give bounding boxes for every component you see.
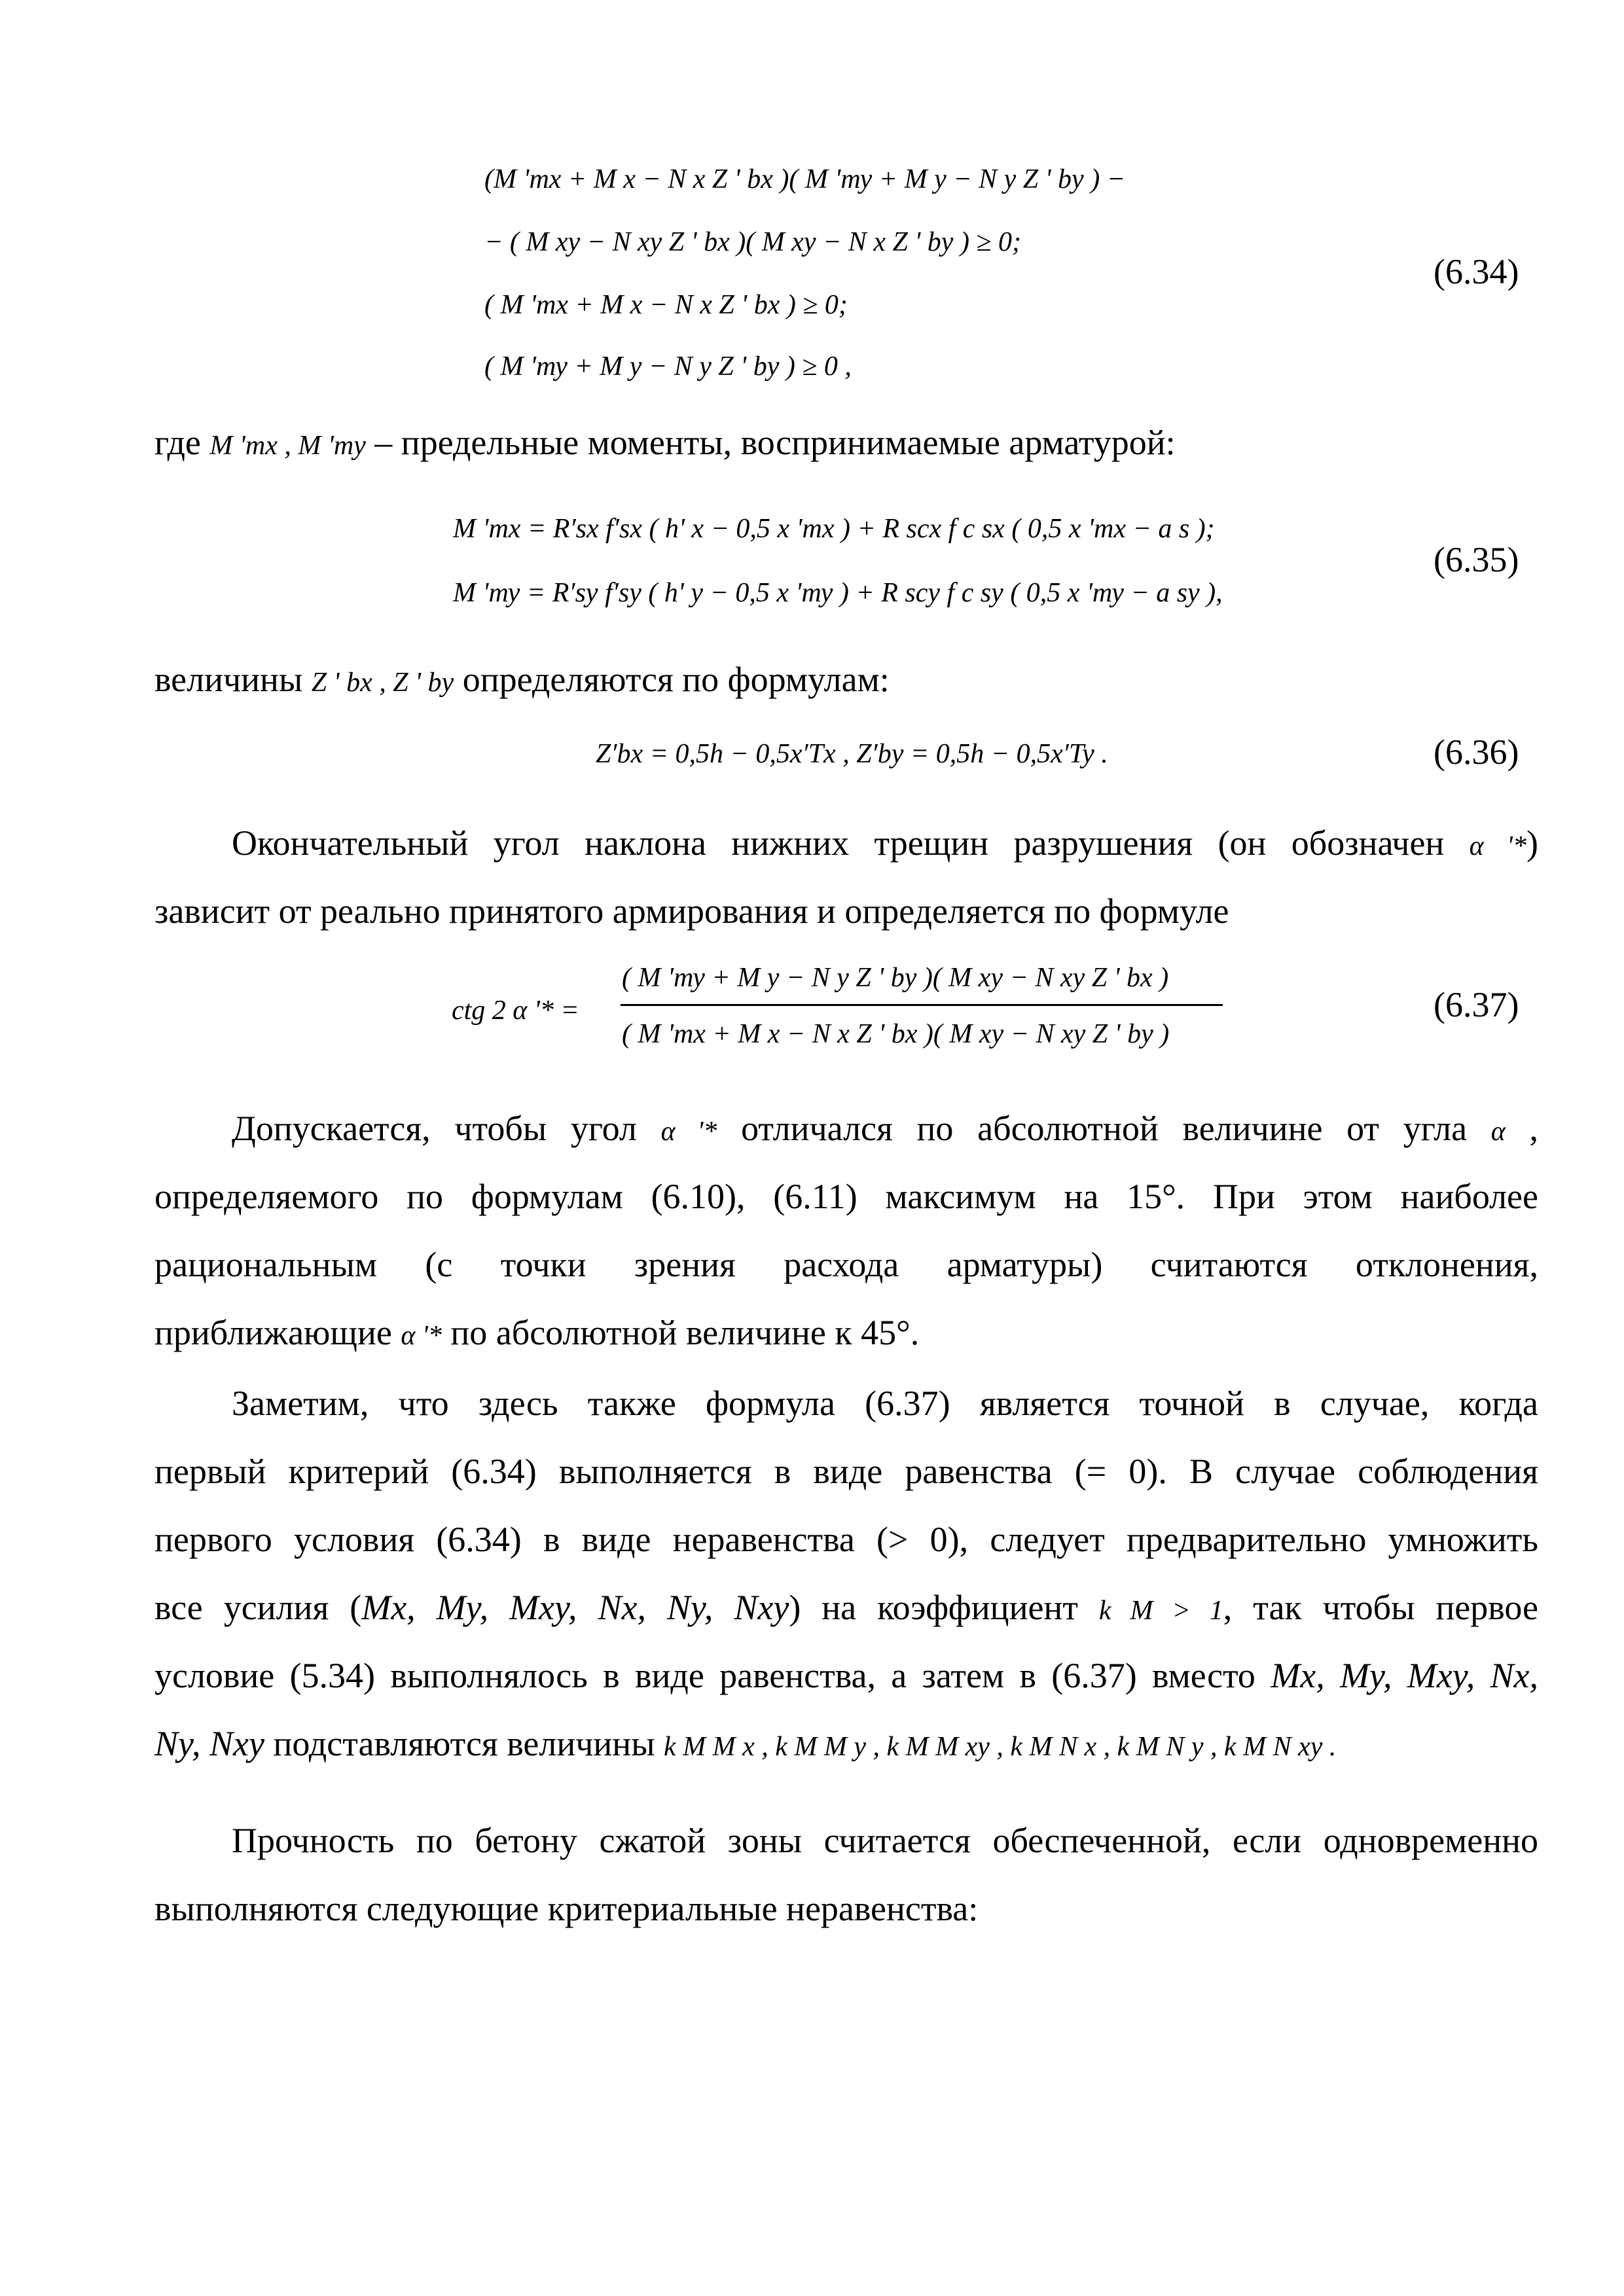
note-line-1: Заметим, что здесь также формула (6.37) является точной в случае, когда [232, 1384, 1538, 1423]
paragraph-values [154, 645, 1538, 713]
note-text-b: ) на коэффициент [789, 1588, 1078, 1627]
values-description: определяются по формулам: [462, 660, 890, 699]
strength-line-2: выполняются следующие критериальные неравенства: [154, 1889, 979, 1928]
permitted-line-2: определяемого по формулам (6.10), (6.11) максимум на 15°. При этом наиболее [154, 1177, 1538, 1216]
note-text-e: подставляются величины [273, 1724, 655, 1763]
equation-6-34-line-1: (M 'тх + M x − N x Z ' bx )( M 'ту + M y − N y Z ' by ) − [484, 164, 1126, 194]
note-text-d: условие (5.34) выполнялось в виде равенства, а затем в (6.37) вместо [154, 1656, 1255, 1695]
where-description: – предельные моменты, воспринимаемые арматурой: [374, 423, 1176, 462]
equation-6-37-fraction-bar [621, 1004, 1223, 1006]
equation-6-34-line-4: ( M 'ту + M y − N y Z ' by ) ≥ 0 , [484, 351, 852, 382]
paragraph-final-angle [154, 809, 1538, 945]
permitted-text-d: приближающие [154, 1313, 392, 1352]
forces-list: Mx, My, Mxy, Nx, Ny, Nxy [361, 1588, 789, 1627]
equation-6-34-line-2: − ( M xy − N xy Z ' bx )( M xy − N x Z ' by ) ≥ 0; [484, 227, 1021, 257]
forces-list-3: Ny, Nxy [154, 1724, 264, 1763]
equation-number-6-35: (6.35) [1434, 540, 1519, 579]
scaled-forces-symbols: k M M x , k M M y , k M M xy , k M N x , k M N y , k M N xy . [663, 1732, 1337, 1762]
equation-number-6-34: (6.34) [1434, 252, 1519, 291]
paragraph-strength [154, 1806, 1538, 1943]
final-angle-line-2: зависит от реально принятого армирования и определяется по формуле [154, 891, 1229, 931]
where-label: где [154, 423, 201, 462]
final-angle-text: Окончательный угол наклона нижних трещин разрушения (он обозначен [232, 823, 1445, 863]
equation-6-37-numerator: ( M 'ту + M y − N y Z ' by )( M xy − N xy Z ' bx ) [622, 963, 1169, 993]
equation-number-6-37: (6.37) [1434, 985, 1519, 1024]
paragraph-where-moments [154, 408, 1538, 476]
paragraph-note [154, 1369, 1538, 1778]
permitted-line-3: рациональным (с точки зрения расхода арматуры) считаются отклонения, [154, 1245, 1538, 1284]
values-label: величины [154, 660, 303, 699]
equation-6-37-lhs: ctg 2 α '* = [452, 996, 579, 1026]
equation-6-36: Z′bx = 0,5h − 0,5x′Tx , Z′by = 0,5h − 0,5x′Ty . [596, 739, 1108, 769]
coefficient-symbol: k M > 1 [1098, 1596, 1223, 1626]
alpha-symbol: α [1490, 1117, 1506, 1147]
permitted-text-a: Допускается, чтобы угол [232, 1109, 637, 1148]
forces-list-2: Mx, My, Mxy, Nx, [1271, 1656, 1538, 1695]
alpha-star-symbol: α '* [1469, 831, 1527, 861]
equation-number-6-36: (6.36) [1434, 732, 1519, 772]
paragraph-permitted [154, 1094, 1538, 1367]
equation-6-35-line-2: M 'ту = R′sy f′sy ( h' y − 0,5 x 'ту ) + R scy f c sy ( 0,5 x 'ту − a sy ), [453, 578, 1223, 608]
note-line-2: первый критерий (6.34) выполняется в виде равенства (= 0). В случае соблюдения [154, 1452, 1538, 1491]
note-line-3: первого условия (6.34) в виде неравенства (> 0), следует предварительно умножить [154, 1520, 1538, 1559]
alpha-star-symbol-2: α '* [660, 1117, 717, 1147]
final-angle-paren: ) [1526, 823, 1539, 863]
moment-symbols: M 'тx , M 'тy [209, 431, 366, 461]
z-symbols: Z ' bx , Z ' by [311, 668, 454, 698]
permitted-text-e: по абсолютной величине к 45°. [450, 1313, 920, 1352]
permitted-text-b: отличался по абсолютной величине от угла [741, 1109, 1468, 1148]
equation-6-37-denominator: ( M 'тх + M x − N x Z ' bx )( M xy − N xy Z ' by ) [622, 1019, 1170, 1049]
equation-6-35-line-1: M 'тх = R′sx f′sx ( h' x − 0,5 x 'тx ) + R scx f c sx ( 0,5 x 'тх − a s ); [453, 514, 1215, 544]
alpha-star-symbol-3: α '* [401, 1321, 442, 1351]
permitted-text-c: , [1529, 1109, 1539, 1148]
note-text-a: все усилия ( [154, 1588, 362, 1627]
note-text-c: , так чтобы первое [1223, 1588, 1539, 1627]
strength-line-1: Прочность по бетону сжатой зоны считается обеспеченной, если одновременно [232, 1821, 1538, 1860]
equation-6-34-line-3: ( M 'тх + M x − N x Z ' bx ) ≥ 0; [484, 290, 848, 320]
